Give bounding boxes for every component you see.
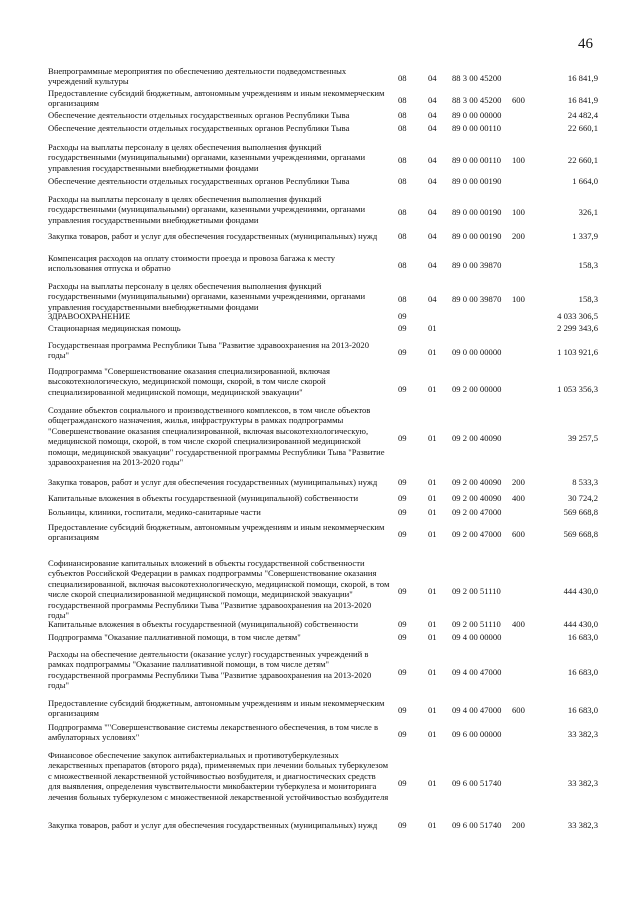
amount: 16 841,9 — [567, 73, 598, 84]
amount: 22 660,1 — [567, 123, 598, 133]
amount: 22 660,1 — [567, 154, 598, 165]
subsection-code: 01 — [428, 619, 437, 629]
target-article-code: 88 3 00 45200 — [452, 73, 502, 84]
target-article-code: 09 4 00 47000 — [452, 705, 502, 716]
row-description: ЗДРАВООХРАНЕНИЕ — [48, 311, 131, 321]
row-description: Подпрограмма "Совершенствование оказания специализированной, включая высокотехнологическую, медицинской помощи, скорой, в том числе скорой специализированной медицинской помощи, медицинской эвакуации" — [48, 366, 331, 397]
subsection-code: 01 — [428, 729, 437, 740]
amount: 1 337,9 — [572, 231, 598, 241]
table-row — [0, 493, 640, 503]
section-code: 09 — [398, 433, 407, 444]
row-description: Обеспечение деятельности отдельных государственных органов Республики Тыва — [48, 176, 350, 186]
row-description: Подпрограмма ""Совершенствование системы лекарственного обеспечения, в том числе в амбулаторных условиях" — [48, 722, 379, 743]
subsection-code: 01 — [428, 507, 437, 517]
table-row — [0, 698, 640, 719]
target-article-code: 09 2 00 40090 — [452, 493, 502, 503]
table-row — [0, 558, 640, 620]
expense-type-code: 600 — [512, 529, 525, 540]
row-description: Расходы на обеспечение деятельности (оказание услуг) государственных учреждений в рамках подпрограммы "Оказание паллиативной помощи, в том числе детям" государственной программы Республики Тыва "Развитие здравоохранения на 2013-2020 годы" — [48, 649, 372, 691]
section-code: 09 — [398, 493, 407, 503]
section-code: 09 — [398, 347, 407, 358]
target-article-code: 09 2 00 47000 — [452, 507, 502, 517]
section-code: 09 — [398, 477, 407, 487]
table-row — [0, 722, 640, 743]
row-description: Капитальные вложения в объекты государственной (муниципальной) собственности — [48, 493, 359, 503]
expense-type-code: 200 — [512, 477, 525, 487]
amount: 444 430,0 — [563, 586, 598, 597]
subsection-code: 01 — [428, 433, 437, 444]
table-row — [0, 142, 640, 173]
expense-type-code: 200 — [512, 231, 525, 241]
subsection-code: 04 — [428, 73, 437, 84]
target-article-code: 89 0 00 39870 — [452, 293, 502, 304]
section-code: 09 — [398, 311, 407, 321]
target-article-code: 09 0 00 00000 — [452, 347, 502, 358]
amount: 16 683,0 — [567, 666, 598, 677]
table-row — [0, 281, 640, 312]
subsection-code: 04 — [428, 123, 437, 133]
amount: 158,3 — [578, 260, 598, 271]
expense-type-code: 600 — [512, 705, 525, 716]
target-article-code: 09 2 00 51110 — [452, 619, 501, 629]
section-code: 08 — [398, 110, 407, 120]
row-description: Финансовое обеспечение закупок антибактериальных и противотуберкулезных лекарственных препаратов (второго ряда), применяемых при лечении больных туберкулезом с множественной лекарственной устойчивостью возбудителя, и диагностических средств для выявления, определения чувствительности микобактерии туберкулеза и мониторинга лечения больных туберкулезом с множественной лекарственной устойчивостью возбудителя — [48, 750, 389, 802]
expense-type-code: 100 — [512, 206, 525, 217]
row-description: Софинансирование капитальных вложений в объекты государственной собственности субъектов Российской Федерации в рамках подпрограммы "Совершенствование оказания специализированной, включая высокотехнологическую, медицинской помощи, скорой, в том числе скорой специализированной медицинской помощи, медицинской эвакуации" государственной программы Республики Тыва "Развитие здравоохранения на 2013-2020 годы" — [48, 558, 390, 621]
table-row — [0, 340, 640, 361]
subsection-code: 01 — [428, 383, 437, 394]
amount: 1 664,0 — [572, 176, 598, 186]
section-code: 09 — [398, 323, 407, 333]
target-article-code: 89 0 00 00190 — [452, 231, 502, 241]
section-code: 09 — [398, 705, 407, 716]
target-article-code: 09 2 00 40090 — [452, 433, 502, 444]
section-code: 08 — [398, 260, 407, 271]
section-code: 08 — [398, 95, 407, 106]
amount: 8 533,3 — [572, 477, 598, 487]
table-row — [0, 632, 640, 642]
expense-type-code: 400 — [512, 619, 525, 629]
amount: 33 382,3 — [567, 778, 598, 789]
amount: 1 053 356,3 — [557, 383, 598, 394]
row-description: Компенсация расходов на оплату стоимости проезда и провоза багажа к месту использования отпуска и обратно — [48, 253, 336, 274]
row-description: Капитальные вложения в объекты государственной (муниципальной) собственности — [48, 619, 359, 629]
amount: 326,1 — [578, 206, 598, 217]
target-article-code: 89 0 00 00110 — [452, 123, 502, 133]
table-row — [0, 619, 640, 629]
table-row — [0, 405, 640, 467]
row-description: Больницы, клиники, госпитали, медико-санитарные части — [48, 507, 261, 517]
table-row — [0, 649, 640, 691]
table-row — [0, 477, 640, 487]
table-row — [0, 366, 640, 408]
row-description: Закупка товаров, работ и услуг для обеспечения государственных (муниципальных) нужд — [48, 477, 378, 487]
subsection-code: 04 — [428, 95, 437, 106]
section-code: 08 — [398, 293, 407, 304]
amount: 2 299 343,6 — [557, 323, 598, 333]
target-article-code: 89 0 00 00190 — [452, 176, 502, 186]
amount: 16 841,9 — [567, 95, 598, 106]
row-description: Расходы на выплаты персоналу в целях обеспечения выполнения функций государственными (муниципальными) органами, казенными учреждениями, органами управления государственными внебюджетными фондами — [48, 194, 366, 225]
row-description: Внепрограммные мероприятия по обеспечению деятельности подведомственных учреждений культуры — [48, 66, 347, 87]
amount: 1 103 921,6 — [557, 347, 598, 358]
row-description: Предоставление субсидий бюджетным, автономным учреждениям и иным некоммерческим организациям — [48, 88, 385, 109]
subsection-code: 01 — [428, 666, 437, 677]
amount: 569 668,8 — [563, 507, 598, 517]
amount: 158,3 — [578, 293, 598, 304]
section-code: 08 — [398, 154, 407, 165]
expense-type-code: 100 — [512, 293, 525, 304]
subsection-code: 04 — [428, 176, 437, 186]
table-row — [0, 194, 640, 225]
row-description: Расходы на выплаты персоналу в целях обеспечения выполнения функций государственными (муниципальными) органами, казенными учреждениями, органами управления государственными внебюджетными фондами — [48, 281, 366, 312]
row-description: Подпрограмма "Оказание паллиативной помощи, в том числе детям" — [48, 632, 301, 642]
table-row — [0, 110, 640, 120]
target-article-code: 09 4 00 00000 — [452, 632, 502, 642]
section-code: 09 — [398, 507, 407, 517]
section-code: 08 — [398, 176, 407, 186]
subsection-code: 01 — [428, 477, 437, 487]
page-number: 46 — [578, 36, 593, 52]
subsection-code: 01 — [428, 493, 437, 503]
section-code: 08 — [398, 123, 407, 133]
expense-type-code: 400 — [512, 493, 525, 503]
amount: 33 382,3 — [567, 820, 598, 830]
subsection-code: 01 — [428, 529, 437, 540]
table-row — [0, 66, 640, 87]
table-row — [0, 88, 640, 109]
section-code: 08 — [398, 206, 407, 217]
row-description: Государственная программа Республики Тыва "Развитие здравоохранения на 2013-2020 годы" — [48, 340, 370, 361]
amount: 444 430,0 — [563, 619, 598, 629]
subsection-code: 04 — [428, 110, 437, 120]
subsection-code: 01 — [428, 586, 437, 597]
target-article-code: 89 0 00 39870 — [452, 260, 502, 271]
section-code: 09 — [398, 586, 407, 597]
target-article-code: 09 2 00 51110 — [452, 586, 501, 597]
expense-type-code: 100 — [512, 154, 525, 165]
amount: 33 382,3 — [567, 729, 598, 740]
target-article-code: 89 0 00 00190 — [452, 206, 502, 217]
subsection-code: 01 — [428, 820, 437, 830]
section-code: 09 — [398, 778, 407, 789]
section-code: 09 — [398, 632, 407, 642]
section-code: 09 — [398, 619, 407, 629]
expense-type-code: 600 — [512, 95, 525, 106]
target-article-code: 09 6 00 00000 — [452, 729, 502, 740]
row-description: Закупка товаров, работ и услуг для обеспечения государственных (муниципальных) нужд — [48, 820, 378, 830]
section-code: 09 — [398, 820, 407, 830]
table-row — [0, 522, 640, 543]
expense-type-code: 200 — [512, 820, 525, 830]
subsection-code: 04 — [428, 260, 437, 271]
subsection-code: 01 — [428, 323, 437, 333]
target-article-code: 09 2 00 00000 — [452, 383, 502, 394]
target-article-code: 88 3 00 45200 — [452, 95, 502, 106]
row-description: Предоставление субсидий бюджетным, автономным учреждениям и иным некоммерческим организациям — [48, 522, 385, 543]
amount: 4 033 306,5 — [557, 311, 598, 321]
subsection-code: 04 — [428, 231, 437, 241]
subsection-code: 01 — [428, 778, 437, 789]
section-code: 08 — [398, 231, 407, 241]
section-code: 09 — [398, 666, 407, 677]
amount: 16 683,0 — [567, 632, 598, 642]
target-article-code: 09 6 00 51740 — [452, 820, 502, 830]
amount: 569 668,8 — [563, 529, 598, 540]
subsection-code: 04 — [428, 293, 437, 304]
amount: 30 724,2 — [567, 493, 598, 503]
section-code: 09 — [398, 529, 407, 540]
table-row — [0, 820, 640, 830]
row-description: Закупка товаров, работ и услуг для обеспечения государственных (муниципальных) нужд — [48, 231, 378, 241]
table-row — [0, 323, 640, 333]
subsection-code: 01 — [428, 632, 437, 642]
amount: 39 257,5 — [567, 433, 598, 444]
target-article-code: 89 0 00 00000 — [452, 110, 502, 120]
table-row — [0, 750, 640, 812]
table-row — [0, 176, 640, 186]
row-description: Создание объектов социального и производственного комплексов, в том числе объектов общегражданского назначения, жилья, инфраструктуры в рамках подпрограммы "Совершенствование оказания специализированной, включая высокотехнологическую, медицинской помощи, скорой, в том числе скорой специализированной медицинской помощи, медицинской эвакуации" государственной программы Республики Тыва "Развитие здравоохранения на 2013-2020 годы" — [48, 405, 385, 468]
table-row — [0, 311, 640, 321]
subsection-code: 01 — [428, 705, 437, 716]
table-row — [0, 507, 640, 517]
row-description: Обеспечение деятельности отдельных государственных органов Республики Тыва — [48, 123, 350, 133]
row-description: Стационарная медицинская помощь — [48, 323, 181, 333]
target-article-code: 89 0 00 00110 — [452, 154, 502, 165]
target-article-code: 09 2 00 40090 — [452, 477, 502, 487]
section-code: 09 — [398, 383, 407, 394]
amount: 24 482,4 — [567, 110, 598, 120]
target-article-code: 09 2 00 47000 — [452, 529, 502, 540]
section-code: 08 — [398, 73, 407, 84]
table-row — [0, 123, 640, 133]
subsection-code: 04 — [428, 154, 437, 165]
target-article-code: 09 6 00 51740 — [452, 778, 502, 789]
subsection-code: 01 — [428, 347, 437, 358]
subsection-code: 04 — [428, 206, 437, 217]
row-description: Расходы на выплаты персоналу в целях обеспечения выполнения функций государственными (муниципальными) органами, казенными учреждениями, органами управления государственными внебюджетными фондами — [48, 142, 366, 173]
amount: 16 683,0 — [567, 705, 598, 716]
table-row — [0, 231, 640, 241]
section-code: 09 — [398, 729, 407, 740]
row-description: Предоставление субсидий бюджетным, автономным учреждениям и иным некоммерческим организациям — [48, 698, 385, 719]
row-description: Обеспечение деятельности отдельных государственных органов Республики Тыва — [48, 110, 350, 120]
table-row — [0, 253, 640, 274]
target-article-code: 09 4 00 47000 — [452, 666, 502, 677]
